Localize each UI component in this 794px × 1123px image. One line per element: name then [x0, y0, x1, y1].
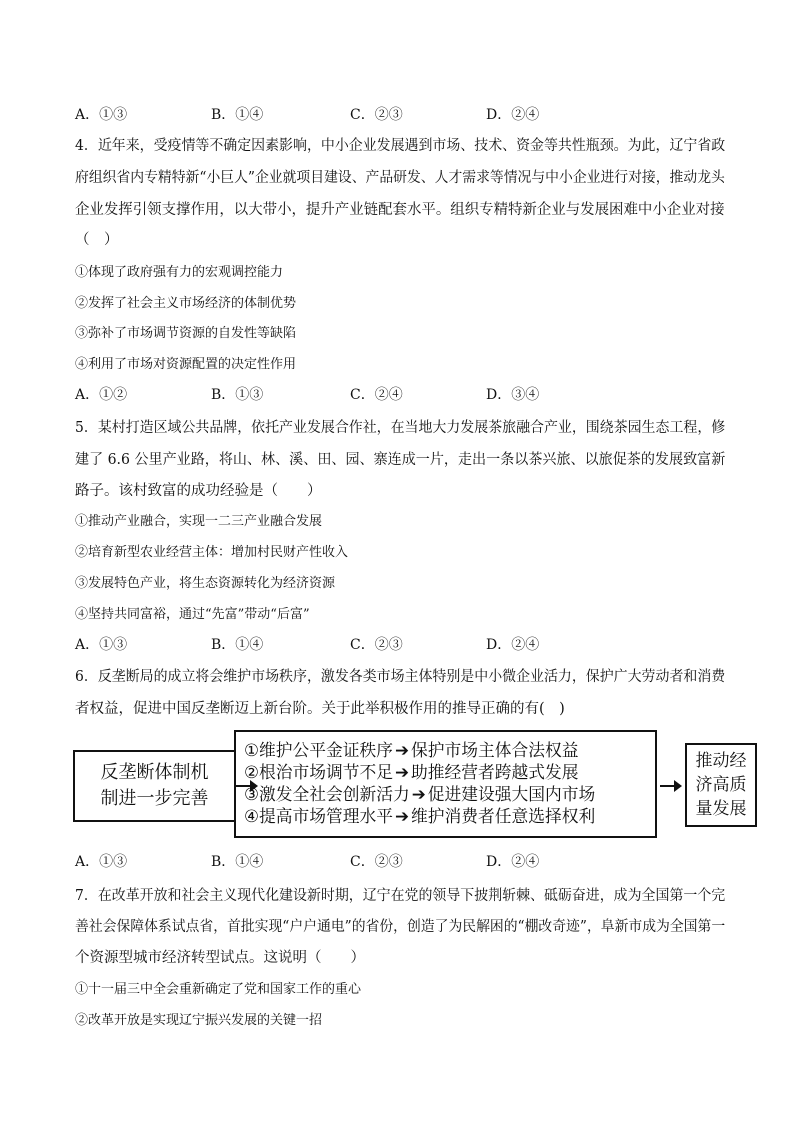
q4-option-3: ③弥补了市场调节资源的自发性等缺陷 — [75, 326, 297, 341]
right-box-line-1: 推动经 — [695, 751, 747, 771]
q5-stem-line-1: 5．某村打造区域公共品牌，依托产业发展合作社，在当地大力发展茶旅融合产业，围绕茶园生态工程，修 — [75, 420, 726, 436]
choice-b: B．①④ — [211, 637, 264, 653]
diagram-row-3 — [244, 784, 649, 806]
q7-option-1: ①十一届三中全会重新确定了党和国家工作的重心 — [75, 982, 362, 997]
row-2-effect: 助推经营者跨越式发展 — [411, 763, 579, 783]
row-2-cause: ②根治市场调节不足 — [244, 763, 394, 783]
q7-stem-line-2: 善社会保障体系试点省，首批实现“户户通电”的省份，创造了为民解困的“棚改奇迹”，阜新市成为全国第一 — [75, 919, 726, 935]
choice-b: B．①③ — [211, 387, 264, 403]
row-arrow-icon: ➔ — [395, 763, 410, 783]
choice-c: C．②③ — [350, 637, 403, 653]
diagram-right-box — [685, 743, 757, 827]
row-1-effect: 保护市场主体合法权益 — [411, 741, 579, 761]
q7-stem-line-3: 个资源型城市经济转型试点。这说明（ ） — [75, 950, 365, 966]
q5-stem-line-3: 路子。该村致富的成功经验是（ ） — [75, 483, 322, 499]
q7-stem-line-1: 7．在改革开放和社会主义现代化建设新时期，辽宁在党的领导下披荆斩棘、砥砺奋进，成为全国第一个完 — [75, 888, 726, 904]
choice-c: C．②④ — [350, 387, 403, 403]
choice-a: A．①③ — [75, 107, 128, 123]
right-box-line-3: 量发展 — [695, 799, 747, 819]
choice-d: D．②④ — [486, 637, 540, 653]
q4-stem-line-2: 府组织省内专精特新“小巨人”企业就项目建设、产品研发、人才需求等情况与中小企业进行对接，推动龙头 — [75, 170, 725, 186]
row-arrow-icon: ➔ — [395, 741, 410, 761]
choice-b: B．①④ — [211, 854, 264, 870]
q5-stem-line-2: 建了 6.6 公里产业路，将山、林、溪、田、园、寨连成一片，走出一条以茶兴旅、以旅促茶的发展致富新 — [75, 452, 726, 468]
row-3-cause: ③激发全社会创新活力 — [244, 785, 410, 805]
diagram-middle-box — [234, 730, 657, 838]
row-arrow-icon: ➔ — [395, 807, 410, 827]
choice-c: C．②③ — [350, 107, 403, 123]
q7-option-2: ②改革开放是实现辽宁振兴发展的关键一招 — [75, 1013, 323, 1028]
row-arrow-icon: ➔ — [411, 785, 426, 805]
choice-a: A．①③ — [75, 854, 128, 870]
row-1-cause: ①维护公平金证秩序 — [244, 741, 394, 761]
left-box-line-1: 反垄断体制机 — [100, 762, 209, 783]
row-4-effect: 维护消费者任意选择权利 — [411, 807, 596, 827]
q6-stem-line-1: 6．反垄断局的成立将会维护市场秩序，激发各类市场主体特别是中小微企业活力，保护广大劳动者和消费 — [75, 669, 726, 685]
diagram-row-4 — [244, 806, 649, 828]
q4-option-4: ④利用了市场对资源配置的决定性作用 — [75, 357, 297, 372]
arrow-right-icon — [660, 776, 684, 796]
q6-stem-line-2: 者权益，促进中国反垄断迈上新台阶。关于此举积极作用的推导正确的有( ) — [75, 701, 565, 717]
q4-stem-line-1: 4．近年来，受疫情等不确定因素影响，中小企业发展遇到市场、技术、资金等共性瓶颈。为此，辽宁省政 — [75, 138, 726, 154]
q4-option-1: ①体现了政府强有力的宏观调控能力 — [75, 265, 284, 280]
row-3-effect: 促进建设强大国内市场 — [427, 785, 596, 805]
choice-d: D．②④ — [486, 107, 540, 123]
q5-option-2: ②培育新型农业经营主体：增加村民财产性收入 — [75, 545, 349, 560]
diagram-row-1 — [244, 740, 649, 762]
q4-stem-line-3: 企业发挥引领支撑作用，以大带小，提升产业链配套水平。组织专精特新企业与发展困难中小企业对接 — [75, 202, 725, 218]
choice-a: A．①③ — [75, 637, 128, 653]
q4-option-2: ②发挥了社会主义市场经济的体制优势 — [75, 296, 297, 311]
choice-d: D．③④ — [486, 387, 540, 403]
diagram-row-2 — [244, 762, 649, 784]
q5-option-3: ③发展特色产业，将生态资源转化为经济资源 — [75, 576, 336, 591]
choice-c: C．②③ — [350, 854, 403, 870]
q4-blank: （ ） — [75, 232, 119, 248]
choice-a: A．①② — [75, 387, 128, 403]
right-box-line-2: 济高质 — [695, 775, 747, 795]
q5-option-4: ④坚持共同富裕，通过“先富”带动“后富” — [75, 607, 310, 622]
diagram-left-box — [73, 750, 236, 822]
row-4-cause: ④提高市场管理水平 — [244, 807, 394, 827]
left-box-line-2: 制进一步完善 — [100, 788, 209, 809]
q5-option-1: ①推动产业融合，实现一二三产业融合发展 — [75, 514, 323, 529]
choice-d: D．②④ — [486, 854, 540, 870]
choice-b: B．①④ — [211, 107, 264, 123]
